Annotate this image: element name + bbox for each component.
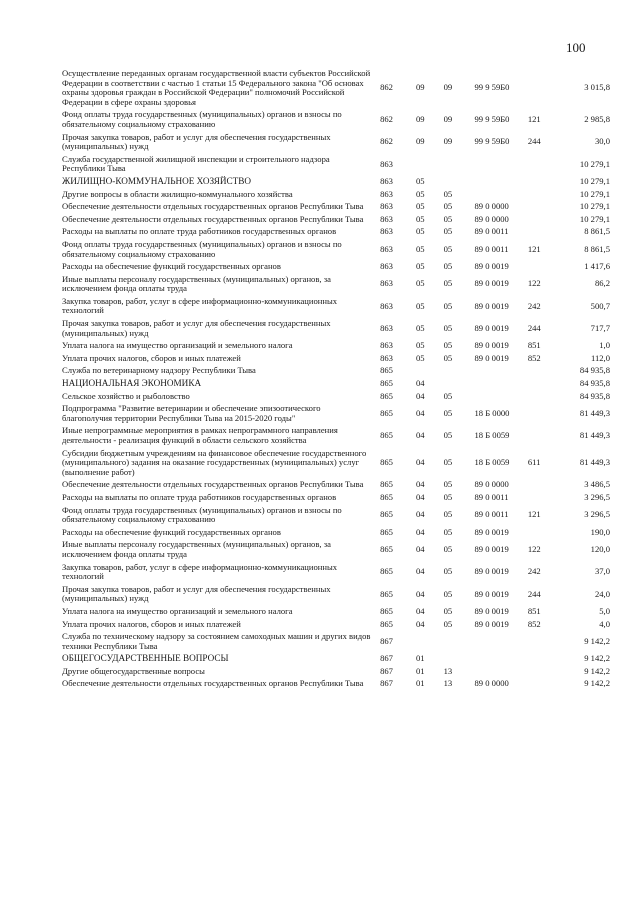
row-expense-type: [526, 68, 557, 109]
row-grbs-code: 867: [380, 653, 393, 664]
row-target-article: [472, 365, 525, 378]
row-section-code: 05: [416, 340, 425, 351]
row-expense-type: [526, 425, 557, 447]
row-grbs-code: 865: [380, 491, 393, 502]
row-subsection-code: 05: [443, 430, 453, 441]
row-grbs-code: 865: [380, 479, 393, 490]
row-target-article: 89 0 0011: [474, 509, 509, 520]
row-section-code: 05: [416, 278, 425, 289]
row-amount: 10 279,1: [579, 213, 610, 224]
row-expense-type: [526, 653, 557, 666]
row-subsection-code: 13: [443, 665, 453, 676]
row-expense-type: 851: [527, 605, 541, 616]
table-row: [62, 678, 610, 691]
row-expense-type: 244: [527, 136, 541, 147]
row-name: Служба по техническому надзору за состоянием самоходных машин и других видов техники Республики Тыва: [62, 631, 371, 651]
table-row: [62, 109, 610, 131]
row-expense-type: 244: [527, 588, 541, 599]
row-amount: 1,0: [599, 340, 610, 351]
row-name: Субсидии бюджетным учреждениям на финансовое обеспечение государственного (муниципального) задания на оказание государственных (муниципальных) услуг (выполнение работ): [62, 447, 367, 477]
row-section-code: 04: [416, 491, 425, 502]
table-row: [62, 226, 610, 239]
row-grbs-code: 863: [380, 188, 393, 199]
row-expense-type: 122: [527, 544, 541, 555]
row-target-article: 89 0 0019: [474, 278, 509, 289]
row-expense-type: [526, 479, 557, 492]
table-row: [62, 261, 610, 274]
row-name: НАЦИОНАЛЬНАЯ ЭКОНОМИКА: [62, 378, 202, 389]
row-expense-type: [526, 492, 557, 505]
row-grbs-code: 867: [380, 678, 393, 689]
row-expense-type: [526, 214, 557, 227]
row-target-article: 89 0 0000: [474, 678, 509, 689]
row-name: Фонд оплаты труда государственных (муниципальных) органов и взносы по обязательному социальному страхованию: [62, 238, 342, 259]
row-name: Сельское хозяйство и рыболовство: [62, 390, 190, 401]
row-amount: 10 279,1: [579, 201, 610, 212]
row-section-code: [415, 154, 439, 176]
row-amount: 3 296,5: [584, 491, 610, 502]
table-row: [62, 176, 610, 189]
row-expense-type: 851: [527, 340, 541, 351]
row-grbs-code: 863: [380, 201, 393, 212]
row-amount: 500,7: [590, 300, 610, 311]
table-row: [62, 619, 610, 632]
table-row: [62, 479, 610, 492]
row-grbs-code: 865: [380, 408, 393, 419]
row-subsection-code: 05: [443, 352, 453, 363]
row-target-article: 89 0 0019: [474, 526, 509, 537]
row-amount: 112,0: [590, 352, 610, 363]
row-target-article: 89 0 0000: [474, 213, 509, 224]
table-row: [62, 666, 610, 679]
table-row: [62, 527, 610, 540]
row-name: Обеспечение деятельности отдельных государственных органов Республики Тыва: [62, 479, 364, 490]
row-subsection-code: [439, 154, 473, 176]
row-expense-type: [526, 176, 557, 189]
row-amount: 84 935,8: [579, 390, 610, 401]
row-target-article: 89 0 0000: [474, 201, 509, 212]
row-grbs-code: 863: [380, 300, 393, 311]
row-expense-type: [526, 391, 557, 404]
row-section-code: [415, 631, 439, 653]
row-target-article: [472, 378, 525, 391]
row-grbs-code: 865: [380, 390, 393, 401]
row-name: Закупка товаров, работ, услуг в сфере информационно-коммуникационных технологий: [62, 561, 338, 582]
page-number: 100: [566, 40, 586, 55]
row-grbs-code: 865: [380, 378, 393, 389]
row-amount: 30,0: [594, 136, 610, 147]
row-section-code: 05: [416, 175, 425, 186]
row-name: Расходы на выплаты по оплате труда работников государственных органов: [62, 491, 337, 502]
row-target-article: [472, 176, 525, 189]
row-amount: 9 142,2: [584, 635, 610, 646]
row-subsection-code: [439, 378, 473, 391]
row-name: Расходы на обеспечение функций государственных органов: [62, 526, 281, 537]
row-subsection-code: [439, 631, 473, 653]
row-target-article: 89 0 0019: [474, 261, 509, 272]
row-amount: 84 935,8: [579, 365, 610, 376]
row-name: Уплата прочих налогов, сборов и иных платежей: [62, 352, 241, 363]
table-row: [62, 132, 610, 154]
row-target-article: [472, 154, 525, 176]
row-subsection-code: 05: [443, 618, 453, 629]
row-amount: 81 449,3: [579, 457, 610, 468]
row-subsection-code: 05: [443, 509, 453, 520]
row-amount: 8 861,5: [584, 226, 610, 237]
row-subsection-code: 05: [443, 605, 453, 616]
row-expense-type: [526, 666, 557, 679]
row-section-code: 05: [416, 188, 425, 199]
row-subsection-code: 05: [443, 226, 453, 237]
row-name: Другие общегосударственные вопросы: [62, 665, 205, 676]
row-grbs-code: 865: [380, 605, 393, 616]
row-section-code: 04: [416, 618, 425, 629]
row-subsection-code: 13: [443, 678, 453, 689]
row-target-article: 89 0 0019: [474, 340, 509, 351]
row-target-article: 18 Б 0059: [474, 430, 510, 441]
row-expense-type: [526, 678, 557, 691]
row-name: Расходы на выплаты по оплате труда работников государственных органов: [62, 226, 337, 237]
row-subsection-code: [439, 176, 473, 189]
table-body: [62, 68, 610, 691]
table-row: [62, 201, 610, 214]
row-amount: 10 279,1: [579, 175, 610, 186]
row-section-code: 05: [416, 243, 425, 254]
row-target-article: 89 0 0019: [474, 618, 509, 629]
row-grbs-code: 862: [380, 82, 393, 93]
row-subsection-code: 05: [443, 188, 453, 199]
row-amount: 9 142,2: [584, 665, 610, 676]
row-subsection-code: 05: [443, 322, 453, 333]
row-grbs-code: 865: [380, 544, 393, 555]
row-subsection-code: 05: [443, 566, 453, 577]
row-name: Фонд оплаты труда государственных (муниципальных) органов и взносы по обязательному социальному страхованию: [62, 109, 342, 129]
row-section-code: 04: [416, 509, 425, 520]
row-section-code: 04: [416, 378, 425, 389]
row-subsection-code: 05: [443, 479, 453, 490]
table-row: [62, 340, 610, 353]
row-name: ЖИЛИЩНО-КОММУНАЛЬНОЕ ХОЗЯЙСТВО: [62, 175, 251, 186]
row-amount: 24,0: [594, 588, 610, 599]
row-grbs-code: 863: [380, 213, 393, 224]
table-row: [62, 68, 610, 109]
row-target-article: [472, 666, 525, 679]
row-name: Фонд оплаты труда государственных (муниципальных) органов и взносы по обязательному социальному страхованию: [62, 504, 342, 525]
row-expense-type: [526, 365, 557, 378]
row-amount: 84 935,8: [579, 378, 610, 389]
row-subsection-code: 09: [443, 114, 453, 125]
table-row: [62, 653, 610, 666]
row-section-code: 01: [416, 665, 425, 676]
row-grbs-code: 862: [380, 114, 393, 125]
row-section-code: 05: [416, 213, 425, 224]
row-subsection-code: 09: [443, 136, 453, 147]
row-section-code: 05: [416, 226, 425, 237]
row-target-article: 89 0 0011: [474, 226, 509, 237]
row-section-code: 04: [416, 390, 425, 401]
row-grbs-code: 863: [380, 322, 393, 333]
row-grbs-code: 863: [380, 243, 393, 254]
row-section-code: 04: [416, 457, 425, 468]
row-section-code: 05: [416, 300, 425, 311]
row-grbs-code: 865: [380, 618, 393, 629]
row-amount: 37,0: [594, 566, 610, 577]
row-section-code: 04: [416, 588, 425, 599]
row-name: Иные выплаты персоналу государственных (муниципальных) органов, за исключением фонда оплаты труда: [62, 273, 331, 294]
row-name: Служба по ветеринарному надзору Республики Тыва: [62, 365, 256, 376]
row-grbs-code: 867: [380, 635, 393, 646]
row-name: Расходы на обеспечение функций государственных органов: [62, 261, 281, 272]
row-subsection-code: 05: [443, 213, 453, 224]
row-subsection-code: 05: [443, 390, 453, 401]
row-target-article: 89 0 0019: [474, 544, 509, 555]
table-row: [62, 631, 610, 653]
row-subsection-code: [439, 365, 473, 378]
row-name: Закупка товаров, работ, услуг в сфере информационно-коммуникационных технологий: [62, 295, 338, 316]
table-row: [62, 378, 610, 391]
row-name: Прочая закупка товаров, работ и услуг для обеспечения государственных (муниципальных) нужд: [62, 131, 331, 152]
row-grbs-code: 863: [380, 278, 393, 289]
budget-table: [62, 68, 610, 691]
table-row: [62, 391, 610, 404]
row-amount: 717,7: [590, 322, 610, 333]
row-expense-type: [526, 403, 557, 425]
row-target-article: 89 0 0019: [474, 605, 509, 616]
row-section-code: 01: [416, 653, 425, 664]
row-subsection-code: 05: [443, 300, 453, 311]
row-section-code: [415, 365, 439, 378]
row-target-article: 89 0 0019: [474, 300, 509, 311]
row-amount: 8 861,5: [584, 243, 610, 254]
row-grbs-code: 865: [380, 509, 393, 520]
table-row: [62, 606, 610, 619]
row-name: Иные непрограммные мероприятия в рамках непрограммного направления деятельности - реализация функций в области сельского хозяйства: [62, 425, 338, 445]
row-amount: 5,0: [599, 605, 610, 616]
row-name: Другие вопросы в области жилищно-коммунального хозяйства: [62, 188, 293, 199]
row-amount: 3 015,8: [584, 82, 610, 93]
row-expense-type: 122: [527, 278, 541, 289]
row-expense-type: 121: [527, 114, 541, 125]
row-section-code: 05: [416, 352, 425, 363]
row-expense-type: 121: [527, 243, 541, 254]
row-expense-type: [526, 189, 557, 202]
row-target-article: 89 0 0019: [474, 322, 509, 333]
row-expense-type: 852: [527, 618, 541, 629]
row-name: ОБЩЕГОСУДАРСТВЕННЫЕ ВОПРОСЫ: [62, 653, 229, 664]
row-section-code: 04: [416, 526, 425, 537]
table-row: [62, 214, 610, 227]
table-row: [62, 318, 610, 340]
row-name: Прочая закупка товаров, работ и услуг для обеспечения государственных (муниципальных) нужд: [62, 583, 331, 604]
row-target-article: 99 9 59Б0: [474, 136, 510, 147]
row-target-article: [472, 653, 525, 666]
row-amount: 10 279,1: [579, 188, 610, 199]
row-grbs-code: 863: [380, 340, 393, 351]
row-expense-type: [526, 378, 557, 391]
row-section-code: 05: [416, 261, 425, 272]
row-target-article: 89 0 0019: [474, 588, 509, 599]
row-subsection-code: 05: [443, 278, 453, 289]
row-expense-type: 244: [527, 322, 541, 333]
row-section-code: 04: [416, 408, 425, 419]
row-expense-type: [526, 154, 557, 176]
row-expense-type: [526, 631, 557, 653]
row-subsection-code: 05: [443, 340, 453, 351]
row-subsection-code: 05: [443, 457, 453, 468]
row-target-article: 99 9 59Б0: [474, 82, 510, 93]
row-target-article: [472, 189, 525, 202]
row-grbs-code: 865: [380, 457, 393, 468]
row-amount: 81 449,3: [579, 408, 610, 419]
row-section-code: 09: [416, 114, 425, 125]
row-section-code: 04: [416, 479, 425, 490]
row-section-code: 04: [416, 566, 425, 577]
row-section-code: 04: [416, 430, 425, 441]
row-amount: 120,0: [590, 544, 610, 555]
table-row: [62, 365, 610, 378]
row-amount: 10 279,1: [579, 158, 610, 169]
row-subsection-code: 05: [443, 544, 453, 555]
row-amount: 81 449,3: [579, 430, 610, 441]
row-target-article: 89 0 0011: [474, 491, 509, 502]
row-name: Уплата налога на имущество организаций и земельного налога: [62, 340, 293, 351]
table-row: [62, 154, 610, 176]
row-grbs-code: 865: [380, 588, 393, 599]
table-row: [62, 353, 610, 366]
table-row: [62, 492, 610, 505]
table-row: [62, 425, 610, 447]
row-grbs-code: 865: [380, 566, 393, 577]
row-grbs-code: 863: [380, 158, 393, 169]
row-expense-type: 242: [527, 300, 541, 311]
row-name: Обеспечение деятельности отдельных государственных органов Республики Тыва: [62, 201, 364, 212]
row-name: Иные выплаты персоналу государственных (муниципальных) органов, за исключением фонда оплаты труда: [62, 539, 331, 559]
row-amount: 2 985,8: [584, 114, 610, 125]
row-target-article: 89 0 0019: [474, 566, 509, 577]
row-amount: 3 296,5: [584, 509, 610, 520]
row-section-code: 04: [416, 544, 425, 555]
row-section-code: 05: [416, 322, 425, 333]
row-subsection-code: 05: [443, 408, 453, 419]
row-section-code: 01: [416, 678, 425, 689]
table-row: [62, 239, 610, 261]
row-subsection-code: [439, 653, 473, 666]
row-section-code: 09: [416, 82, 425, 93]
row-name: Обеспечение деятельности отдельных государственных органов Республики Тыва: [62, 213, 364, 224]
row-section-code: 09: [416, 136, 425, 147]
row-section-code: 04: [416, 605, 425, 616]
row-grbs-code: 867: [380, 665, 393, 676]
row-amount: 3 486,5: [584, 479, 610, 490]
row-name: Осуществление переданных органам государственной власти субъектов Российской Федерации в соответствии с частью 1 статьи 15 Федерального закона "Об основах охраны здоровья граждан в Российской Федерации" полномочий Российской Федерации в сфере охраны здоровья: [62, 68, 371, 107]
row-expense-type: [526, 201, 557, 214]
table-row: [62, 189, 610, 202]
row-amount: 4,0: [599, 618, 610, 629]
row-grbs-code: 863: [380, 175, 393, 186]
row-target-article: 99 9 59Б0: [474, 114, 510, 125]
row-amount: 9 142,2: [584, 653, 610, 664]
row-section-code: 05: [416, 201, 425, 212]
row-subsection-code: 05: [443, 526, 453, 537]
row-subsection-code: 09: [443, 82, 453, 93]
row-subsection-code: 05: [443, 261, 453, 272]
row-expense-type: 242: [527, 566, 541, 577]
row-expense-type: [526, 527, 557, 540]
row-target-article: [472, 631, 525, 653]
row-target-article: 89 0 0019: [474, 352, 509, 363]
row-amount: 1 417,6: [584, 261, 610, 272]
row-grbs-code: 863: [380, 261, 393, 272]
row-subsection-code: 05: [443, 588, 453, 599]
row-grbs-code: 863: [380, 226, 393, 237]
row-target-article: [472, 391, 525, 404]
table-row: [62, 296, 610, 318]
row-name: Обеспечение деятельности отдельных государственных органов Республики Тыва: [62, 678, 364, 689]
table-row: [62, 274, 610, 296]
row-subsection-code: 05: [443, 491, 453, 502]
row-expense-type: 852: [527, 352, 541, 363]
row-subsection-code: 05: [443, 243, 453, 254]
row-expense-type: [526, 261, 557, 274]
row-amount: 9 142,2: [584, 678, 610, 689]
row-grbs-code: 862: [380, 136, 393, 147]
table-row: [62, 448, 610, 480]
table-row: [62, 562, 610, 584]
row-name: Прочая закупка товаров, работ и услуг для обеспечения государственных (муниципальных) нужд: [62, 318, 331, 338]
row-expense-type: 611: [527, 457, 541, 468]
table-row: [62, 539, 610, 561]
row-grbs-code: 865: [380, 365, 393, 376]
row-expense-type: 121: [527, 509, 541, 520]
row-grbs-code: 865: [380, 430, 393, 441]
table-row: [62, 505, 610, 527]
row-name: Служба государственной жилищной инспекции и строительного надзора Республики Тыва: [62, 153, 330, 174]
row-name: Уплата налога на имущество организаций и земельного налога: [62, 605, 293, 616]
row-amount: 190,0: [590, 526, 610, 537]
row-name: Уплата прочих налогов, сборов и иных платежей: [62, 618, 241, 629]
row-amount: 86,2: [594, 278, 610, 289]
row-target-article: 89 0 0000: [474, 479, 509, 490]
row-subsection-code: 05: [443, 201, 453, 212]
row-target-article: 18 Б 0000: [474, 408, 510, 419]
table-row: [62, 584, 610, 606]
row-grbs-code: 865: [380, 526, 393, 537]
row-expense-type: [526, 226, 557, 239]
row-target-article: 18 Б 0059: [474, 457, 510, 468]
row-target-article: 89 0 0011: [474, 243, 509, 254]
row-name: Подпрограмма "Развитие ветеринарии и обеспечение эпизоотического благополучия территории Республики Тыва на 2015-2020 годы": [62, 403, 321, 423]
table-row: [62, 403, 610, 425]
row-grbs-code: 863: [380, 352, 393, 363]
